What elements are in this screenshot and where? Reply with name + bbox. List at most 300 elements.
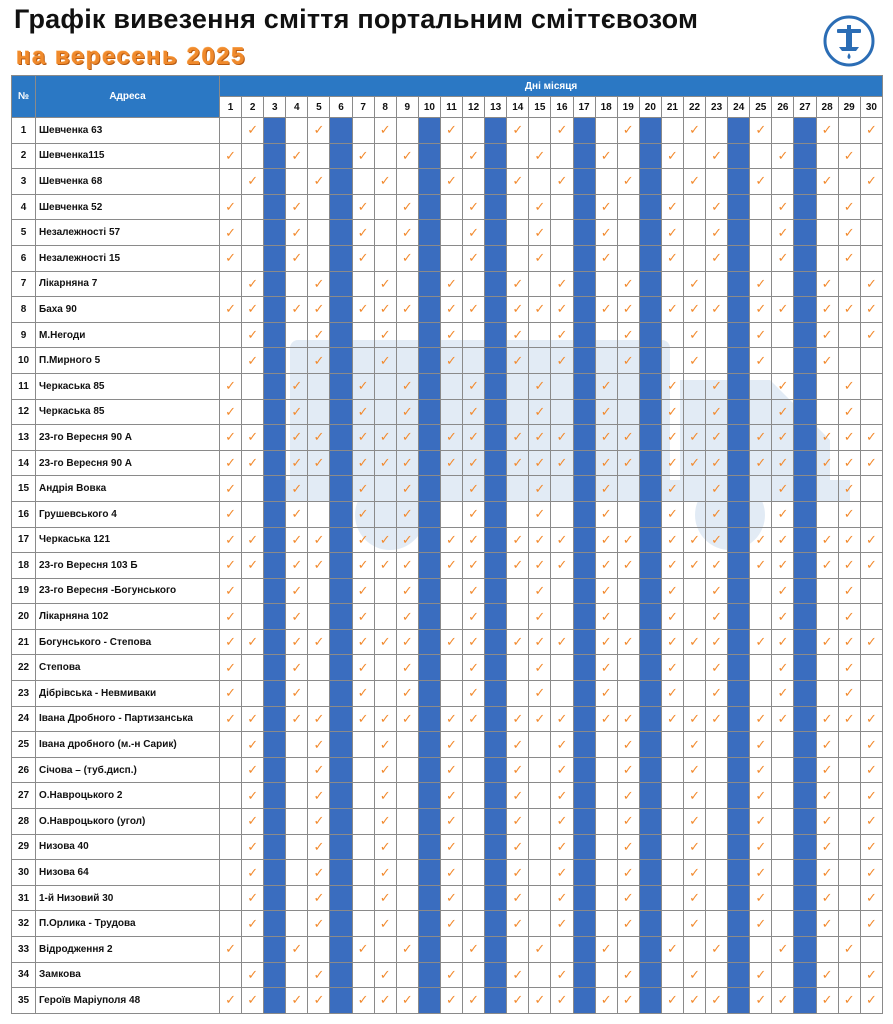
pickup-check-cell: ✓ — [374, 169, 396, 195]
header-number: № — [12, 76, 36, 118]
day-header: 24 — [728, 97, 750, 118]
pickup-check-cell: ✓ — [816, 118, 838, 144]
no-pickup-day-cell — [573, 655, 595, 681]
row-number: 12 — [12, 399, 36, 425]
pickup-check-cell: ✓ — [706, 578, 728, 604]
empty-day-cell — [816, 143, 838, 169]
pickup-check-cell: ✓ — [860, 271, 882, 297]
pickup-check-cell: ✓ — [286, 220, 308, 246]
row-number: 16 — [12, 501, 36, 527]
empty-day-cell — [816, 578, 838, 604]
no-pickup-day-cell — [728, 757, 750, 783]
pickup-check-cell: ✓ — [595, 476, 617, 502]
pickup-check-cell: ✓ — [352, 450, 374, 476]
empty-day-cell — [661, 322, 683, 348]
pickup-check-cell: ✓ — [860, 706, 882, 732]
empty-day-cell — [683, 220, 705, 246]
no-pickup-day-cell — [728, 373, 750, 399]
pickup-check-cell: ✓ — [772, 553, 794, 579]
day-header: 22 — [683, 97, 705, 118]
pickup-check-cell: ✓ — [308, 911, 330, 937]
pickup-check-cell: ✓ — [507, 911, 529, 937]
pickup-check-cell: ✓ — [286, 681, 308, 707]
pickup-check-cell: ✓ — [706, 527, 728, 553]
pickup-check-cell: ✓ — [286, 553, 308, 579]
empty-day-cell — [220, 962, 242, 988]
pickup-check-cell: ✓ — [242, 348, 264, 374]
no-pickup-day-cell — [573, 373, 595, 399]
empty-day-cell — [507, 143, 529, 169]
pickup-check-cell: ✓ — [683, 706, 705, 732]
empty-day-cell — [396, 348, 418, 374]
pickup-check-cell: ✓ — [440, 732, 462, 758]
empty-day-cell — [440, 681, 462, 707]
pickup-check-cell: ✓ — [308, 706, 330, 732]
pickup-check-cell: ✓ — [706, 681, 728, 707]
empty-day-cell — [352, 860, 374, 886]
empty-day-cell — [772, 860, 794, 886]
empty-day-cell — [860, 681, 882, 707]
no-pickup-day-cell — [330, 809, 352, 835]
no-pickup-day-cell — [639, 553, 661, 579]
no-pickup-day-cell — [728, 425, 750, 451]
empty-day-cell — [396, 962, 418, 988]
pickup-check-cell: ✓ — [551, 783, 573, 809]
day-header: 1 — [220, 97, 242, 118]
no-pickup-day-cell — [418, 681, 440, 707]
pickup-check-cell: ✓ — [308, 118, 330, 144]
pickup-check-cell: ✓ — [308, 553, 330, 579]
pickup-check-cell: ✓ — [352, 988, 374, 1014]
empty-day-cell — [816, 604, 838, 630]
pickup-check-cell: ✓ — [551, 732, 573, 758]
empty-day-cell — [440, 194, 462, 220]
no-pickup-day-cell — [485, 476, 507, 502]
pickup-check-cell: ✓ — [308, 732, 330, 758]
no-pickup-day-cell — [639, 399, 661, 425]
pickup-check-cell: ✓ — [440, 629, 462, 655]
pickup-check-cell: ✓ — [683, 553, 705, 579]
pickup-check-cell: ✓ — [661, 527, 683, 553]
empty-day-cell — [242, 604, 264, 630]
row-number: 11 — [12, 373, 36, 399]
empty-day-cell — [242, 373, 264, 399]
no-pickup-day-cell — [485, 553, 507, 579]
pickup-check-cell: ✓ — [352, 425, 374, 451]
no-pickup-day-cell — [418, 194, 440, 220]
pickup-check-cell: ✓ — [440, 988, 462, 1014]
pickup-check-cell: ✓ — [220, 655, 242, 681]
pickup-check-cell: ✓ — [507, 629, 529, 655]
no-pickup-day-cell — [573, 757, 595, 783]
no-pickup-day-cell — [330, 962, 352, 988]
empty-day-cell — [551, 681, 573, 707]
day-header: 19 — [617, 97, 639, 118]
row-number: 20 — [12, 604, 36, 630]
pickup-check-cell: ✓ — [374, 348, 396, 374]
no-pickup-day-cell — [573, 527, 595, 553]
pickup-check-cell: ✓ — [507, 834, 529, 860]
empty-day-cell — [220, 834, 242, 860]
pickup-check-cell: ✓ — [683, 962, 705, 988]
pickup-check-cell: ✓ — [507, 860, 529, 886]
empty-day-cell — [661, 885, 683, 911]
pickup-check-cell: ✓ — [374, 860, 396, 886]
no-pickup-day-cell — [639, 527, 661, 553]
empty-day-cell — [706, 732, 728, 758]
pickup-check-cell: ✓ — [860, 732, 882, 758]
pickup-check-cell: ✓ — [529, 501, 551, 527]
pickup-check-cell: ✓ — [242, 450, 264, 476]
empty-day-cell — [595, 911, 617, 937]
no-pickup-day-cell — [264, 885, 286, 911]
pickup-check-cell: ✓ — [463, 297, 485, 323]
empty-day-cell — [529, 911, 551, 937]
no-pickup-day-cell — [639, 604, 661, 630]
no-pickup-day-cell — [330, 425, 352, 451]
no-pickup-day-cell — [639, 476, 661, 502]
pickup-check-cell: ✓ — [683, 860, 705, 886]
row-address: Грушевського 4 — [36, 501, 220, 527]
empty-day-cell — [507, 220, 529, 246]
row-number: 31 — [12, 885, 36, 911]
empty-day-cell — [396, 757, 418, 783]
pickup-check-cell: ✓ — [374, 450, 396, 476]
empty-day-cell — [617, 681, 639, 707]
empty-day-cell — [838, 348, 860, 374]
empty-day-cell — [750, 501, 772, 527]
empty-day-cell — [396, 834, 418, 860]
pickup-check-cell: ✓ — [595, 937, 617, 963]
empty-day-cell — [706, 783, 728, 809]
pickup-check-cell: ✓ — [242, 706, 264, 732]
row-address: Черкаська 121 — [36, 527, 220, 553]
table-row — [12, 681, 883, 707]
row-number: 5 — [12, 220, 36, 246]
empty-day-cell — [683, 373, 705, 399]
pickup-check-cell: ✓ — [507, 962, 529, 988]
row-address: Незалежності 15 — [36, 245, 220, 271]
pickup-check-cell: ✓ — [772, 937, 794, 963]
no-pickup-day-cell — [418, 834, 440, 860]
no-pickup-day-cell — [794, 322, 816, 348]
no-pickup-day-cell — [330, 834, 352, 860]
empty-day-cell — [507, 681, 529, 707]
no-pickup-day-cell — [794, 629, 816, 655]
no-pickup-day-cell — [794, 399, 816, 425]
no-pickup-day-cell — [639, 809, 661, 835]
empty-day-cell — [220, 860, 242, 886]
no-pickup-day-cell — [639, 297, 661, 323]
empty-day-cell — [220, 757, 242, 783]
pickup-check-cell: ✓ — [374, 911, 396, 937]
pickup-check-cell: ✓ — [816, 527, 838, 553]
empty-day-cell — [860, 399, 882, 425]
empty-day-cell — [529, 962, 551, 988]
empty-day-cell — [242, 245, 264, 271]
pickup-check-cell: ✓ — [551, 629, 573, 655]
pickup-check-cell: ✓ — [683, 988, 705, 1014]
pickup-check-cell: ✓ — [595, 194, 617, 220]
pickup-check-cell: ✓ — [772, 425, 794, 451]
empty-day-cell — [551, 476, 573, 502]
pickup-check-cell: ✓ — [352, 629, 374, 655]
pickup-check-cell: ✓ — [374, 885, 396, 911]
pickup-check-cell: ✓ — [220, 501, 242, 527]
empty-day-cell — [706, 860, 728, 886]
empty-day-cell — [683, 937, 705, 963]
empty-day-cell — [838, 322, 860, 348]
pickup-check-cell: ✓ — [551, 757, 573, 783]
empty-day-cell — [772, 911, 794, 937]
row-number: 13 — [12, 425, 36, 451]
empty-day-cell — [374, 245, 396, 271]
row-address: Богунського - Степова — [36, 629, 220, 655]
empty-day-cell — [838, 783, 860, 809]
pickup-check-cell: ✓ — [661, 245, 683, 271]
empty-day-cell — [750, 655, 772, 681]
row-number: 17 — [12, 527, 36, 553]
pickup-check-cell: ✓ — [838, 681, 860, 707]
empty-day-cell — [617, 245, 639, 271]
empty-day-cell — [440, 604, 462, 630]
no-pickup-day-cell — [264, 962, 286, 988]
no-pickup-day-cell — [794, 118, 816, 144]
no-pickup-day-cell — [330, 732, 352, 758]
table-row — [12, 169, 883, 195]
pickup-check-cell: ✓ — [374, 988, 396, 1014]
no-pickup-day-cell — [639, 194, 661, 220]
no-pickup-day-cell — [794, 194, 816, 220]
pickup-check-cell: ✓ — [286, 604, 308, 630]
no-pickup-day-cell — [794, 578, 816, 604]
no-pickup-day-cell — [639, 220, 661, 246]
row-address: Героїв Маріуполя 48 — [36, 988, 220, 1014]
pickup-check-cell: ✓ — [286, 578, 308, 604]
no-pickup-day-cell — [485, 297, 507, 323]
pickup-check-cell: ✓ — [706, 706, 728, 732]
empty-day-cell — [286, 118, 308, 144]
pickup-check-cell: ✓ — [706, 604, 728, 630]
empty-day-cell — [286, 809, 308, 835]
no-pickup-day-cell — [728, 937, 750, 963]
no-pickup-day-cell — [330, 578, 352, 604]
empty-day-cell — [772, 783, 794, 809]
pickup-check-cell: ✓ — [463, 655, 485, 681]
row-address: Степова — [36, 655, 220, 681]
pickup-check-cell: ✓ — [595, 143, 617, 169]
pickup-check-cell: ✓ — [440, 757, 462, 783]
no-pickup-day-cell — [264, 373, 286, 399]
pickup-check-cell: ✓ — [617, 783, 639, 809]
no-pickup-day-cell — [794, 373, 816, 399]
pickup-check-cell: ✓ — [706, 476, 728, 502]
pickup-check-cell: ✓ — [440, 809, 462, 835]
pickup-check-cell: ✓ — [617, 450, 639, 476]
empty-day-cell — [551, 373, 573, 399]
water-tap-logo-icon — [823, 15, 875, 67]
no-pickup-day-cell — [330, 629, 352, 655]
pickup-check-cell: ✓ — [440, 425, 462, 451]
pickup-check-cell: ✓ — [838, 476, 860, 502]
table-row — [12, 297, 883, 323]
pickup-check-cell: ✓ — [706, 194, 728, 220]
table-row — [12, 629, 883, 655]
row-number: 26 — [12, 757, 36, 783]
pickup-check-cell: ✓ — [816, 629, 838, 655]
pickup-check-cell: ✓ — [750, 118, 772, 144]
no-pickup-day-cell — [573, 809, 595, 835]
pickup-check-cell: ✓ — [463, 450, 485, 476]
no-pickup-day-cell — [330, 297, 352, 323]
pickup-check-cell: ✓ — [816, 348, 838, 374]
pickup-check-cell: ✓ — [595, 297, 617, 323]
empty-day-cell — [507, 501, 529, 527]
table-row — [12, 655, 883, 681]
empty-day-cell — [242, 476, 264, 502]
empty-day-cell — [816, 194, 838, 220]
pickup-check-cell: ✓ — [860, 425, 882, 451]
row-number: 25 — [12, 732, 36, 758]
pickup-check-cell: ✓ — [706, 245, 728, 271]
pickup-check-cell: ✓ — [374, 425, 396, 451]
pickup-check-cell: ✓ — [220, 220, 242, 246]
empty-day-cell — [507, 655, 529, 681]
empty-day-cell — [595, 834, 617, 860]
pickup-check-cell: ✓ — [816, 553, 838, 579]
pickup-check-cell: ✓ — [463, 220, 485, 246]
no-pickup-day-cell — [728, 194, 750, 220]
pickup-check-cell: ✓ — [352, 604, 374, 630]
pickup-check-cell: ✓ — [396, 681, 418, 707]
table-row — [12, 937, 883, 963]
pickup-check-cell: ✓ — [551, 860, 573, 886]
row-number: 29 — [12, 834, 36, 860]
row-number: 21 — [12, 629, 36, 655]
pickup-check-cell: ✓ — [683, 629, 705, 655]
pickup-check-cell: ✓ — [750, 860, 772, 886]
empty-day-cell — [750, 476, 772, 502]
no-pickup-day-cell — [639, 271, 661, 297]
pickup-check-cell: ✓ — [750, 425, 772, 451]
empty-day-cell — [396, 271, 418, 297]
pickup-check-cell: ✓ — [507, 809, 529, 835]
no-pickup-day-cell — [264, 527, 286, 553]
day-header: 18 — [595, 97, 617, 118]
table-row — [12, 732, 883, 758]
row-number: 10 — [12, 348, 36, 374]
pickup-check-cell: ✓ — [683, 450, 705, 476]
pickup-check-cell: ✓ — [750, 297, 772, 323]
pickup-check-cell: ✓ — [507, 118, 529, 144]
pickup-check-cell: ✓ — [706, 501, 728, 527]
empty-day-cell — [860, 604, 882, 630]
pickup-check-cell: ✓ — [529, 220, 551, 246]
pickup-check-cell: ✓ — [463, 937, 485, 963]
no-pickup-day-cell — [485, 118, 507, 144]
pickup-check-cell: ✓ — [308, 885, 330, 911]
no-pickup-day-cell — [573, 501, 595, 527]
pickup-check-cell: ✓ — [617, 732, 639, 758]
pickup-check-cell: ✓ — [860, 783, 882, 809]
pickup-check-cell: ✓ — [661, 937, 683, 963]
pickup-check-cell: ✓ — [551, 118, 573, 144]
pickup-check-cell: ✓ — [661, 220, 683, 246]
pickup-check-cell: ✓ — [661, 681, 683, 707]
no-pickup-day-cell — [264, 937, 286, 963]
pickup-check-cell: ✓ — [308, 271, 330, 297]
pickup-check-cell: ✓ — [242, 885, 264, 911]
empty-day-cell — [507, 604, 529, 630]
pickup-check-cell: ✓ — [661, 373, 683, 399]
pickup-check-cell: ✓ — [816, 297, 838, 323]
empty-day-cell — [440, 578, 462, 604]
empty-day-cell — [816, 681, 838, 707]
no-pickup-day-cell — [485, 194, 507, 220]
pickup-check-cell: ✓ — [440, 860, 462, 886]
no-pickup-day-cell — [728, 783, 750, 809]
row-address: Дібрівська - Невмиваки — [36, 681, 220, 707]
pickup-check-cell: ✓ — [220, 425, 242, 451]
pickup-check-cell: ✓ — [551, 988, 573, 1014]
pickup-check-cell: ✓ — [860, 911, 882, 937]
no-pickup-day-cell — [728, 143, 750, 169]
pickup-check-cell: ✓ — [838, 501, 860, 527]
no-pickup-day-cell — [573, 783, 595, 809]
no-pickup-day-cell — [639, 783, 661, 809]
pickup-check-cell: ✓ — [551, 271, 573, 297]
empty-day-cell — [286, 732, 308, 758]
empty-day-cell — [617, 655, 639, 681]
no-pickup-day-cell — [794, 297, 816, 323]
no-pickup-day-cell — [330, 118, 352, 144]
pickup-check-cell: ✓ — [396, 425, 418, 451]
pickup-check-cell: ✓ — [396, 399, 418, 425]
empty-day-cell — [463, 732, 485, 758]
pickup-check-cell: ✓ — [507, 527, 529, 553]
empty-day-cell — [507, 245, 529, 271]
empty-day-cell — [352, 732, 374, 758]
pickup-check-cell: ✓ — [242, 169, 264, 195]
pickup-check-cell: ✓ — [661, 194, 683, 220]
pickup-check-cell: ✓ — [463, 706, 485, 732]
pickup-check-cell: ✓ — [286, 937, 308, 963]
pickup-check-cell: ✓ — [661, 629, 683, 655]
pickup-check-cell: ✓ — [463, 988, 485, 1014]
empty-day-cell — [352, 834, 374, 860]
empty-day-cell — [595, 757, 617, 783]
pickup-check-cell: ✓ — [750, 988, 772, 1014]
pickup-check-cell: ✓ — [706, 937, 728, 963]
pickup-check-cell: ✓ — [595, 450, 617, 476]
no-pickup-day-cell — [264, 501, 286, 527]
table-row — [12, 476, 883, 502]
pickup-check-cell: ✓ — [551, 297, 573, 323]
pickup-check-cell: ✓ — [286, 425, 308, 451]
no-pickup-day-cell — [573, 322, 595, 348]
empty-day-cell — [706, 271, 728, 297]
no-pickup-day-cell — [485, 373, 507, 399]
pickup-check-cell: ✓ — [308, 834, 330, 860]
empty-day-cell — [860, 655, 882, 681]
empty-day-cell — [463, 911, 485, 937]
page-subtitle: на вересень 2025 — [16, 43, 246, 70]
pickup-check-cell: ✓ — [595, 604, 617, 630]
empty-day-cell — [706, 962, 728, 988]
no-pickup-day-cell — [264, 169, 286, 195]
no-pickup-day-cell — [639, 425, 661, 451]
empty-day-cell — [440, 476, 462, 502]
